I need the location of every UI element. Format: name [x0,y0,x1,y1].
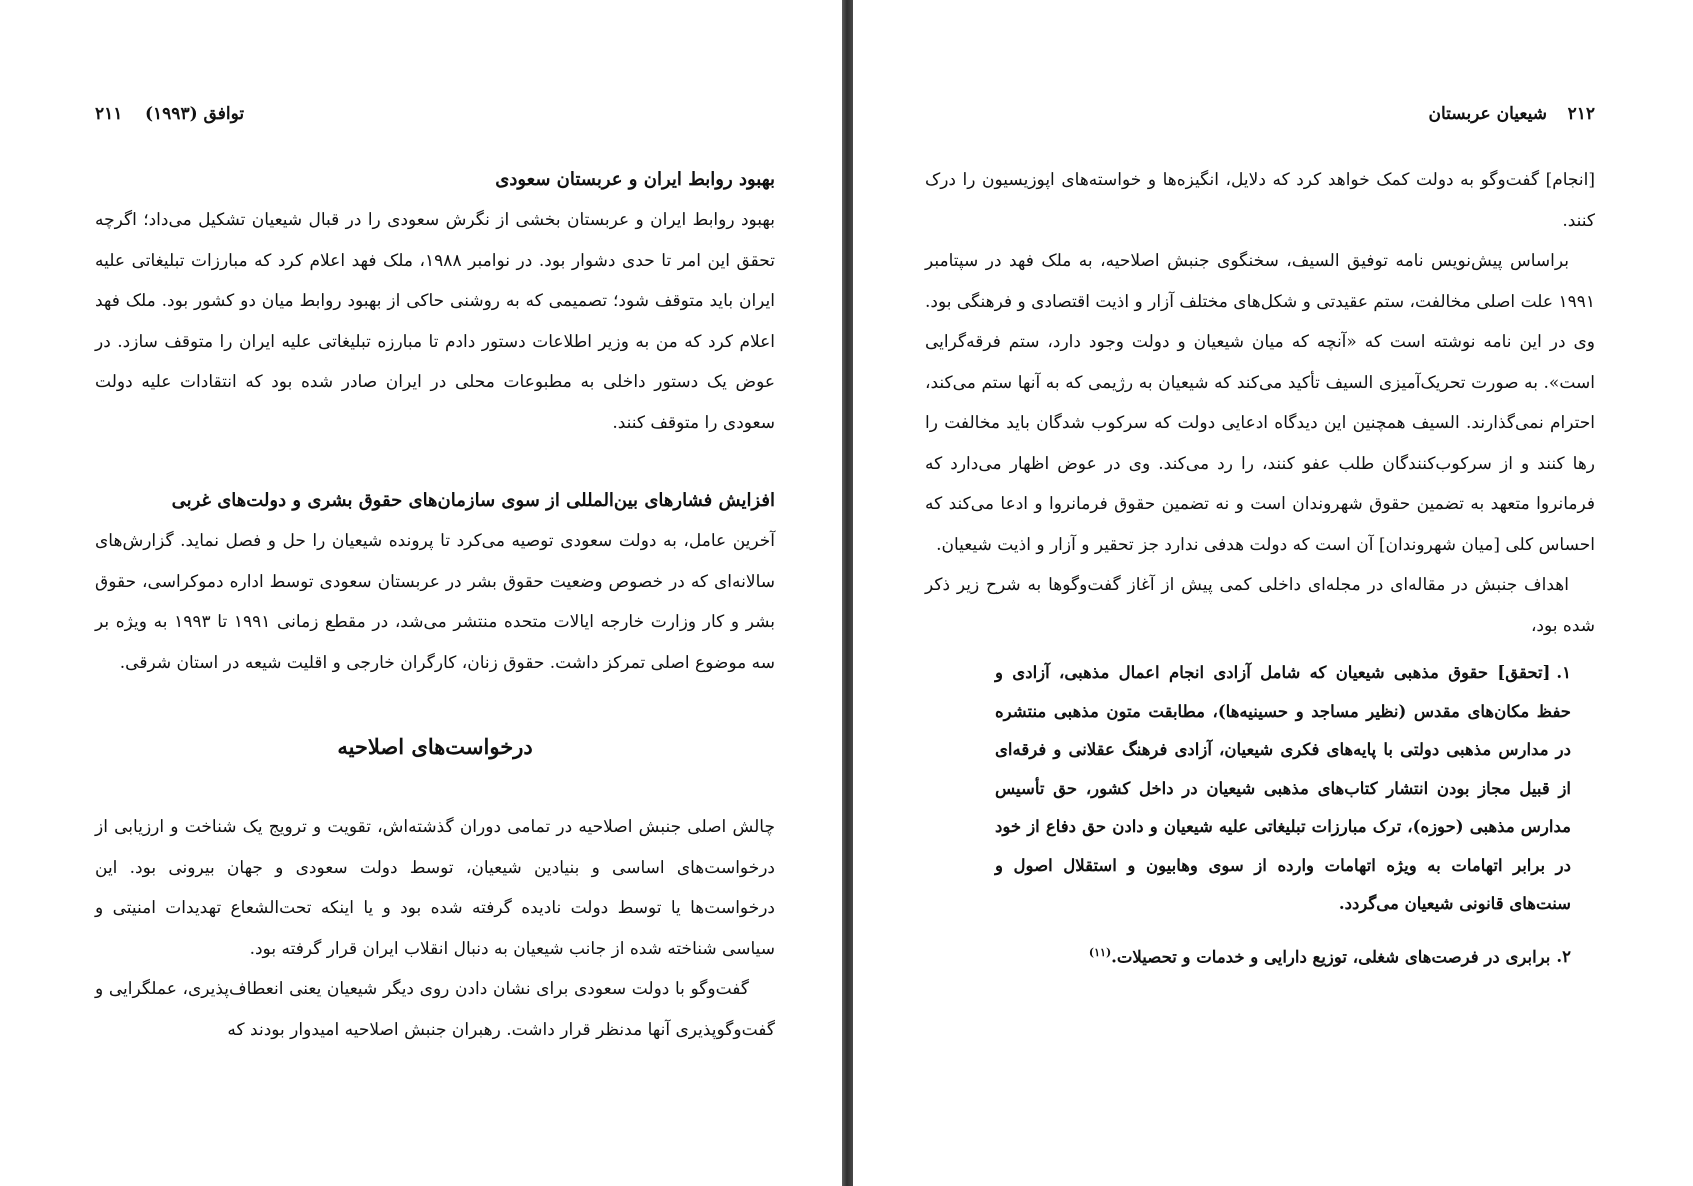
paragraph: اهداف جنبش در مقاله‌ای در مجله‌ای داخلی کمی پیش از آغاز گفت‌وگوها به شرح زیر ذکر شده بود، [925,575,1595,636]
section-heading: افزایش فشارهای بین‌المللی از سوی سازمان‌های حقوق بشری و دولت‌های غربی [171,490,775,511]
left-page [95,0,775,1186]
list-item-text: برابری در فرصت‌های شغلی، توزیع دارایی و خدمات و تحصیلات. [1111,947,1551,966]
paragraph: براساس پیش‌نویس نامه توفیق السیف، سخنگوی جنبش اصلاحیه، به ملک فهد در سپتامبر ۱۹۹۱ علت اصلی مخالفت، ستم عقیدتی و شکل‌های مختلف آزار و اذیت اقتصادی و فرهنگی بود. وی در این نامه نوشته است که «آنچه که میان شیعیان و دولت وجود دارد، ستم فرقه‌گرایی است». به صورت تحریک‌آمیزی السیف تأکید می‌کند که شیعیان به رژیمی که به آنها ستم می‌کند، احترام نمی‌گذارند. السیف همچنین این دیدگاه ادعایی دولت که سرکوب شدگان باید مخالفت را رها کنند و از سرکوب‌کنندگان طلب عفو کنند، را رد می‌کند. وی در عوض اظهار می‌دارد که فرمانروا متعهد به تضمین حقوق شهروندان است و نه تضمین حقوق فرمانروا و ادعا می‌کند که احساس کلی [میان شهروندان] آن است که دولت هدفی ندارد جز تحقیر و آزار و اذیت شیعیان. [925,251,1595,555]
list-item [995,934,1571,977]
paragraph: گفت‌وگو با دولت سعودی برای نشان دادن روی دیگر شیعیان یعنی انعطاف‌پذیری، عملگرایی و گفت‌وگوپذیری آنها مدنظر قرار داشت. رهبران جنبش اصلاحیه امیدوار بودند که [95,979,775,1040]
running-head-title: توافق (۱۹۹۳) [145,104,245,124]
list-item-number: ۱. [1556,663,1571,682]
page-number: ۲۱۲ [1567,104,1595,124]
section-heading: بهبود روابط ایران و عربستان سعودی [495,169,775,190]
paragraph: آخرین عامل، به دولت سعودی توصیه می‌کرد تا پرونده شیعیان را حل و فصل نماید. گزارش‌های سالانه‌ای که در خصوص وضعیت حقوق بشر در عربستان سعودی توسط اداره دموکراسی، حقوق بشر و کار وزارت خارجه ایالات متحده منتشر می‌شد، در مقطع زمانی ۱۹۹۱ تا ۱۹۹۳ به ویژه بر سه موضوع اصلی تمرکز داشت. حقوق زنان، کارگران خارجی و اقلیت شیعه در استان شرقی. [95,531,775,673]
list-item-number: ۲. [1556,947,1571,966]
running-head-title: شیعیان عربستان [1428,104,1547,124]
right-page [925,0,1595,1186]
list-item [995,654,1571,924]
running-head-right [925,104,1595,134]
paragraph: بهبود روابط ایران و عربستان بخشی از نگرش سعودی را در قبال شیعیان تشکیل می‌داد؛ اگرچه تحقق این امر تا حدی دشوار بود. در نوامبر ۱۹۸۸، ملک فهد اعلام کرد که مبارزات تبلیغاتی علیه ایران باید متوقف شود؛ تصمیمی که به روشنی حاکی از بهبود روابط میان دو کشور بود. ملک فهد اعلام کرد که من به وزیر اطلاعات دستور دادم تا مبارزه تبلیغاتی علیه ایران را متوقف سازد. در عوض یک دستور داخلی به مطبوعات محلی در ایران صادر شده بود که انتقادات علیه دولت سعودی را متوقف کنند. [95,210,775,433]
book-gutter [842,0,853,1186]
left-page-content [95,160,775,1050]
chapter-heading: درخواست‌های اصلاحیه [337,734,533,759]
demands-list [925,654,1595,977]
paragraph: [انجام] گفت‌وگو به دولت کمک خواهد کرد که دلایل، انگیزه‌ها و خواسته‌های اپوزیسیون را درک کنند. [925,170,1595,231]
right-page-content [925,160,1595,987]
list-item-text: [تحقق] حقوق مذهبی شیعیان که شامل آزادی انجام اعمال مذهبی، آزادی و حفظ مکان‌های مقدس (نظیر مساجد و حسینیه‌ها)، مطابقت متون مذهبی منتشره در مدارس مذهبی دولتی با پایه‌های فکری شیعیان، آزادی فرهنگ عقلانی و فرقه‌ای از قبیل مجاز بودن انتشار کتاب‌های مذهبی شیعیان در داخل کشور، حق تأسیس مدارس مذهبی (حوزه)، ترک مبارزات تبلیغاتی علیه شیعیان و دادن حق دفاع از خود در برابر اتهامات به ویژه اتهامات وارده از سوی وهابیون و استقلال اصول و سنت‌های قانونی شیعیان می‌گردد. [995,663,1571,913]
footnote-marker: (۱۱) [1088,945,1112,959]
page-number: ۲۱۱ [95,104,123,124]
paragraph: چالش اصلی جنبش اصلاحیه در تمامی دوران گذشته‌اش، تقویت و ترویج یک شناخت و ارزیابی از درخواست‌های اساسی و بنیادین شیعیان، توسط دولت سعودی و جهان بیرونی بود. این درخواست‌ها یا توسط دولت نادیده گرفته شده بود و یا اینکه تحت‌الشعاع تهدیدات امنیتی و سیاسی شناخته شده از جانب شیعیان به دنبال انقلاب ایران قرار گرفته بود. [95,817,775,959]
running-head-left [95,104,775,134]
